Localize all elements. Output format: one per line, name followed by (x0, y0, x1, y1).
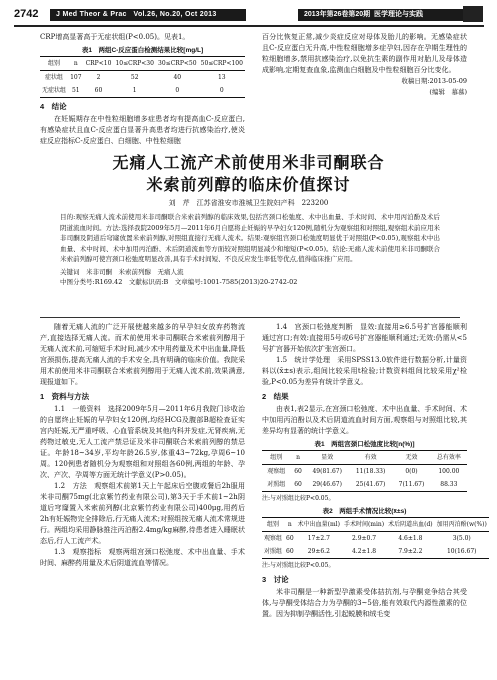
section-heading: 1 资料与方法 (40, 392, 90, 401)
table-cell: 100.00 (438, 468, 460, 475)
table1 (262, 450, 467, 492)
table-header-row (40, 57, 245, 71)
table-cell: 107 (70, 74, 82, 81)
table-header-cell: 50≤CRP<100 (200, 60, 243, 67)
table-cell: 1 (132, 87, 137, 94)
journal-name: J Med Theor & Prac (56, 11, 127, 18)
issue-info: 2013年第26卷第20期 (304, 11, 371, 18)
table-header-cell: 手术时间(min) (343, 521, 385, 528)
method-1-5: 1.5 统计学处理 采用SPSS13.0软件进行数据分析,计量资料以(x̄±s)表示,组间比较采用t检验;计数资料组间比较采用χ²检验,P<0.05为差异有统计学意义。 (262, 356, 467, 386)
top-left-para2: 在妊娠期存在中性粒细胞增多症患者均有提高血C-反应蛋白,有感染症状且血C-反应蛋白显著升高患者均进行抗感染治疗,使炎症反应指标C-反应蛋白、白细胞、中性粒细胞 (40, 115, 245, 145)
table-row (40, 71, 245, 85)
table-header-cell: 30≤CRP<50 (158, 60, 197, 67)
table-cell: 13 (217, 74, 226, 81)
table-cell: 观察组 (264, 535, 283, 542)
table-header-cell: 10≤CRP<30 (115, 60, 154, 67)
table-cell: 0 (219, 87, 224, 94)
article-authors: 刘 芹 江苏省淮安市淮城卫生院妇产科 223200 (168, 199, 329, 207)
table-cell: 11(18.33) (355, 468, 386, 475)
section-heading: 4 结论 (40, 102, 67, 111)
top-table-caption: 表1 两组C-反应蛋白检测结果比较[mg/L] (81, 47, 204, 54)
abstract-block (60, 212, 440, 288)
classification: 中图分类号:R169.42 文献标识码:B 文章编号:1001-7585(2013)20-2742-02 (60, 278, 298, 286)
table-header-cell: 无效 (405, 454, 418, 461)
table-cell: 4.6±1.8 (398, 535, 423, 542)
header-rule (14, 25, 484, 27)
table-header-cell: 加用丙泊酚(w(%)) (436, 521, 487, 528)
table-cell: 7(11.67) (398, 481, 425, 488)
table-row (262, 545, 489, 559)
top-right-column (262, 32, 467, 98)
table-cell: 49(81.67) (312, 468, 342, 475)
method-1-3: 1.3 观察指标 观察两组宫颈口松弛度、术中出血量、手术时间、麻醉药用量及术后阴道流血等情况。 (40, 548, 245, 567)
table2-note: 注:与对照组比较P<0.05。 (262, 562, 335, 569)
table-header-cell: 术中出血量(ml) (297, 521, 340, 528)
keywords: 关键词 米非司酮 米索前列醇 无痛人流 (60, 267, 184, 276)
article-title-line2: 米索前列醇的临床价值探讨 (146, 175, 351, 194)
top-right-para: 百分比恢复正常,减少炎症反应对母体及胎儿的影响。无感染症状且C-反应蛋白无升高,中性粒细胞增多症孕妇,因存在孕期生理性的粒细胞增多,禁用抗感染治疗,以免抗生素的副作用对胎儿及母体造成影响,定期复查血象,监测血白细胞及中性粒细胞百分比变化。 (262, 33, 467, 74)
method-1-1: 1.1 一般资料 选择2009年5月—2011年6月我院门诊收治的自愿终止妊娠的早孕妇女120例,均经HCG及腹部B超检查证实宫内妊娠,无严重呼吸、心血管系统及其他内科并发症,无肾疾病,无药物过敏史,无人工流产禁忌证及米非司酮联合米索前列醇的禁忌证。年龄18~34岁,平均年龄26.5岁,体重43~72kg,孕周6~10周。120例患者随机分为观察组和对照组各60例,两组的年龄、孕次、产次、孕周等方面无统计学意义(P>0.05)。 (40, 405, 245, 479)
table-cell: 51 (71, 87, 80, 94)
editor-note: (编辑 慕慕) (429, 88, 467, 96)
received-date: 收稿日期:2013-05-09 (401, 77, 467, 85)
method-1-4: 1.4 宫颈口松弛度判断 显效:直接用≥6.5号扩宫器能顺利通过宫口;有效:直接用5号或6号扩宫器能顺利通过;无效:仍需从<5号扩宫器开始依次扩张宫颈口。 (262, 323, 467, 353)
table-header-cell: n (296, 454, 300, 461)
table-header-cell: 总有效率 (436, 454, 461, 461)
method-1-2: 1.2 方法 观察组术前第1天上午起床后空腹或餐后2h服用米非司酮75mg(北京紫竹药业有限公司),第3天于手术前1~2h阴道后穹窿置入米索前列醇(北京紫竹药业有限公司)400μg,用药后2h有妊娠物完全排除后,行无痛人流术;对照组按无痛人流术常规进行。两组均采用静脉推注丙泊酚2.4mg/kg麻醉,待患者进入睡眠状态后,行人工流产术。 (40, 482, 245, 545)
table-cell: 4.2±1.8 (351, 548, 377, 555)
table-header-row (262, 451, 467, 465)
table-row (262, 465, 467, 479)
table-header-cell: 术后阴道出血(d) (388, 521, 433, 528)
table-cell: 60 (286, 535, 294, 542)
table-cell: 17±2.7 (307, 535, 330, 542)
table-cell: 10(16.67) (446, 548, 477, 555)
table-header-cell: 显效 (321, 454, 334, 461)
results-paragraph: 由表1,表2显示,在宫颈口松弛度、术中出血量、手术时间、术中加用丙泊酚以及术后阴道流血时间方面,观察组与对照组比较,其差异均有显著的统计学意义。 (262, 405, 467, 435)
top-left-para1: CRP增高显著高于无症状组(P<0.05)。见表1。 (40, 33, 190, 41)
table-header-cell: 组别 (270, 454, 283, 461)
journal-band (50, 9, 246, 21)
abstract-text: 目的:观察无痛人流术前使用米非司酮联合米索前列醇的临床效果,包括宫颈口松弛度、术中出血量、手术时间、术中用丙泊酚及术后阴道流血时间。方法:选择我院2009年5月—2011年6月自愿将止妊娠的早孕妇女120例,随机分为观察组和对照组,观察组术前应用米非司酮及阴道后穹窿放置米索前列醇,对照组直接行无痛人流术。结果:观察组宫颈口松弛度明显优于对照组(P<0.05),观察组术中出血量、术中时间、术中加用丙泊酚、术后阴道流血等方面较对照组明显减少和缩短(P<0.05)。结论:无痛人流术前使用米非司酮联合米索前列醇可使宫颈口松弛度明显改善,具有手术时间短、不良反应发生率低等优点,值得临床推广应用。 (60, 213, 440, 263)
table-header-cell: 组别 (48, 60, 61, 67)
table-cell: 88.33 (440, 481, 458, 488)
page-header (0, 0, 497, 30)
volume-info: Vol.26, No.20, Oct 2013 (133, 11, 217, 18)
abstract-divider (40, 317, 460, 318)
journal-band-cn (298, 9, 464, 21)
table-row (262, 532, 489, 546)
table-header-cell: 有效 (364, 454, 377, 461)
table-cell: 25(41.67) (355, 481, 386, 488)
table-cell: 对照组 (264, 548, 283, 555)
table-cell: 60 (286, 548, 294, 555)
table-row (40, 84, 245, 98)
table2 (262, 517, 489, 559)
table-cell: 0 (175, 87, 180, 94)
table-header-cell: CRP<10 (85, 60, 112, 67)
table-cell: 无症状组 (42, 87, 67, 94)
table-cell: 2.9±0.7 (351, 535, 377, 542)
table-cell: 29±6.2 (307, 548, 330, 555)
table-cell: 7.9±2.2 (398, 548, 423, 555)
table-cell: 60 (94, 87, 103, 94)
table-row (262, 478, 467, 492)
table-cell: 症状组 (45, 74, 64, 81)
table-cell: 2 (96, 74, 101, 81)
table-cell: 60 (294, 481, 302, 488)
table-cell: 29(46.67) (312, 481, 342, 488)
article-title-line1: 无痛人工流产术前使用米非司酮联合 (112, 153, 385, 172)
table1-note: 注:与对照组比较P<0.05。 (262, 495, 335, 502)
table-header-cell: n (287, 521, 292, 528)
body-right-column (262, 322, 487, 620)
table-cell: 40 (173, 74, 182, 81)
top-left-column (40, 32, 245, 147)
body-left-column (40, 322, 245, 569)
table-cell: 52 (130, 74, 139, 81)
table-cell: 0(0) (405, 468, 418, 475)
table1-caption: 表1 两组宫颈口松弛度比较[n(%)] (314, 441, 415, 448)
table-cell: 对照组 (267, 481, 286, 488)
table-header-cell: n (73, 60, 78, 67)
table-header-row (262, 518, 489, 532)
page-number: 2742 (14, 8, 39, 20)
table-header-cell: 组别 (267, 521, 280, 528)
top-table (40, 56, 245, 98)
table2-caption: 表2 两组手术情况比较(x̄±s) (322, 508, 407, 515)
table-cell: 3(5.0) (452, 535, 471, 542)
journal-name-cn: 医学理论与实践 (374, 11, 424, 18)
discussion-paragraph: 米非司酮是一种新型孕激素受体拮抗剂,与孕酮竞争结合其受体,与孕酮受体结合力为孕酮的3~5倍,能有效取代内源性激素的位置。因为抑制孕酮活性,引起蜕膜和绒毛变 (262, 588, 467, 618)
section-heading: 2 结果 (262, 392, 289, 401)
intro-paragraph: 随着无痛人流的广泛开展使越来越多的早孕妇女放弃药物流产,直接选择无痛人流。而术前使用米非司酮联合米索前列醇用于无痛人流术前,可缩短手术时间,减少术中用药量及术中出血量,降低宫颈损伤,提高无痛人流的手术安全,具有明确的临床价值。我院采用术前使用米非司酮联合米索前列醇用于无痛人流术前,效果满意,现报道如下。 (40, 323, 245, 386)
table-cell: 60 (294, 468, 302, 475)
journal-logo-icon (463, 6, 483, 22)
section-heading: 3 讨论 (262, 575, 289, 584)
table-cell: 观察组 (267, 468, 286, 475)
